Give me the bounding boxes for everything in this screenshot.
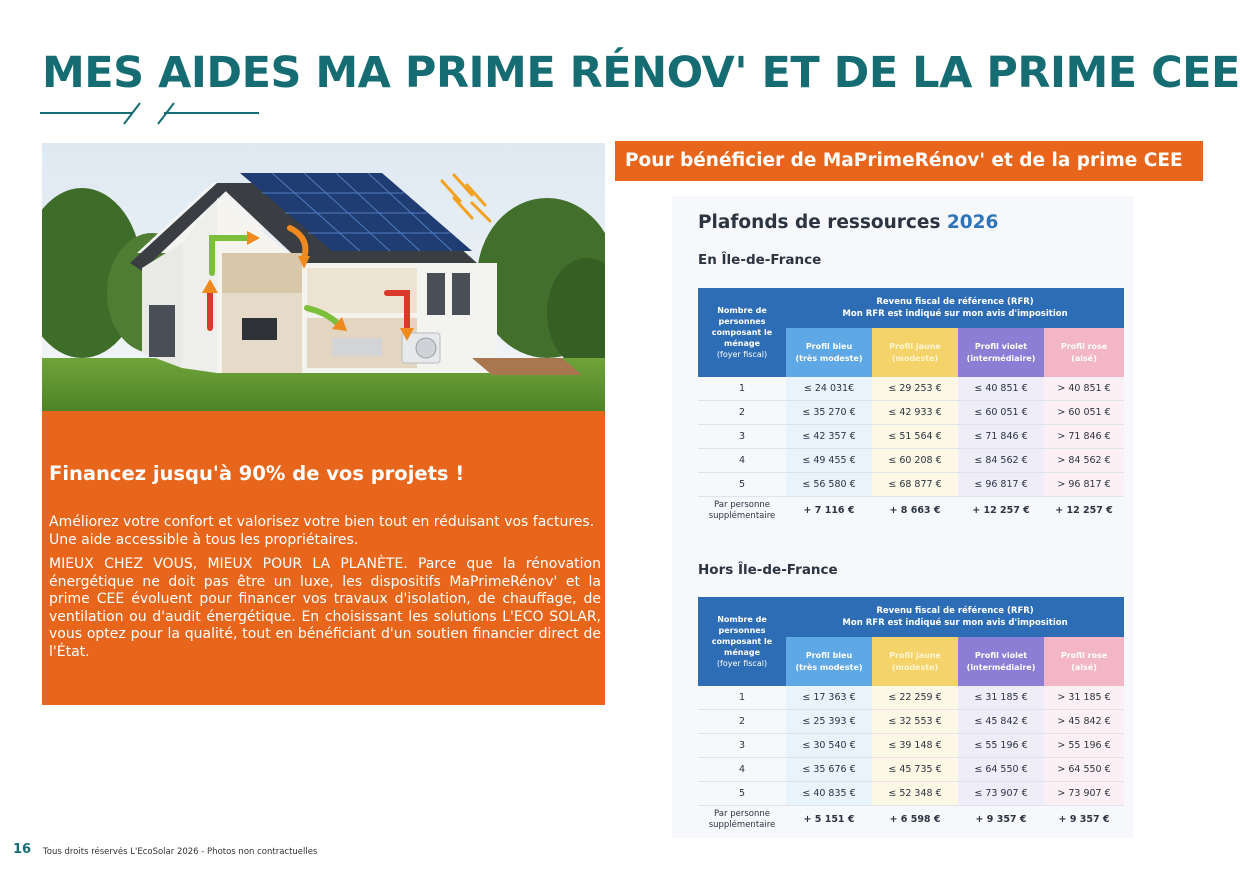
resources-year: 2026 bbox=[946, 212, 999, 233]
region-heading-idf: En Île-de-France bbox=[698, 252, 822, 268]
profile-header-jaune: Profil jaune (modeste) bbox=[872, 637, 958, 686]
resources-table-idf bbox=[698, 288, 1124, 524]
table-row: 4 ≤ 49 455 € ≤ 60 208 € ≤ 84 562 € > 84 562 € bbox=[698, 449, 1124, 473]
table-row: 2 ≤ 35 270 € ≤ 42 933 € ≤ 60 051 € > 60 051 € bbox=[698, 401, 1124, 425]
per-person-row: Par personne supplémentaire + 5 151 € + 6 598 € + 9 357 € + 9 357 € bbox=[708, 808, 1110, 830]
table-row: 5 ≤ 40 835 € ≤ 52 348 € ≤ 73 907 € > 73 907 € bbox=[698, 782, 1124, 806]
household-size-header: Nombre de personnes composant le ménage (foyer fiscal) bbox=[698, 288, 786, 377]
promo-heading: Financez jusqu'à 90% de vos projets ! bbox=[49, 462, 465, 485]
profile-header-rose: Profil rose (aisé) bbox=[1044, 328, 1124, 377]
table-row: 5 ≤ 56 580 € ≤ 68 877 € ≤ 96 817 € > 96 817 € bbox=[698, 473, 1124, 497]
table-row: 1 ≤ 17 363 € ≤ 22 259 € ≤ 31 185 € > 31 185 € bbox=[698, 686, 1124, 710]
footer-copyright: Tous droits réservés L'EcoSolar 2026 - Photos non contractuelles bbox=[43, 847, 318, 857]
household-size-header: Nombre de personnes composant le ménage (foyer fiscal) bbox=[698, 597, 786, 686]
table-row: 3 ≤ 42 357 € ≤ 51 564 € ≤ 71 846 € > 71 846 € bbox=[698, 425, 1124, 449]
house-cutaway-photo bbox=[42, 143, 605, 411]
page-number: 16 bbox=[13, 842, 32, 857]
page-title: MES AIDES MA PRIME RÉNOV' ET DE LA PRIME CEE bbox=[42, 48, 1240, 98]
promo-paragraph-2: MIEUX CHEZ VOUS, MIEUX POUR LA PLANÈTE. Parce que la rénovation énergétique ne doit pas être un luxe, les dispositifs MaPrimeRénov' et la prime CEE évoluent pour financer vos travaux d'isolation, de chauffage, de ventilation ou d'audit énergétique. En choisissant les solutions L'ECO SOLAR, vous optez pour la qualité, tout en bénéficiant d'un soutien financier direct de l'État. bbox=[49, 556, 601, 660]
promo-box bbox=[42, 411, 605, 705]
profile-header-violet: Profil violet (intermédiaire) bbox=[958, 637, 1044, 686]
resources-title bbox=[698, 212, 998, 233]
resources-table-hors-idf bbox=[698, 597, 1124, 833]
profile-header-jaune: Profil jaune (modeste) bbox=[872, 328, 958, 377]
table-row: 1 ≤ 24 031€ ≤ 29 253 € ≤ 40 851 € > 40 851 € bbox=[698, 377, 1124, 401]
rfr-header: Revenu fiscal de référence (RFR) Mon RFR est indiqué sur mon avis d'imposition bbox=[786, 288, 1124, 328]
profile-header-bleu: Profil bleu (très modeste) bbox=[786, 637, 872, 686]
eligibility-banner: Pour bénéficier de MaPrimeRénov' et de la prime CEE bbox=[615, 141, 1203, 181]
region-heading-hors-idf: Hors Île-de-France bbox=[698, 562, 838, 578]
profile-header-rose: Profil rose (aisé) bbox=[1044, 637, 1124, 686]
rfr-header: Revenu fiscal de référence (RFR) Mon RFR est indiqué sur mon avis d'imposition bbox=[786, 597, 1124, 637]
resources-title-text: Plafonds de ressources bbox=[698, 212, 941, 233]
table-row: 3 ≤ 30 540 € ≤ 39 148 € ≤ 55 196 € > 55 196 € bbox=[698, 734, 1124, 758]
table-row: 4 ≤ 35 676 € ≤ 45 735 € ≤ 64 550 € > 64 550 € bbox=[698, 758, 1124, 782]
profile-header-bleu: Profil bleu (très modeste) bbox=[786, 328, 872, 377]
per-person-row: Par personne supplémentaire + 7 116 € + 8 663 € + 12 257 € + 12 257 € bbox=[708, 499, 1113, 521]
promo-paragraph-1: Améliorez votre confort et valorisez votre bien tout en réduisant vos factures. Une aide accessible à tous les propriétaires. bbox=[49, 514, 595, 548]
profile-header-violet: Profil violet (intermédiaire) bbox=[958, 328, 1044, 377]
title-underline-decoration bbox=[40, 100, 265, 126]
table-row: 2 ≤ 25 393 € ≤ 32 553 € ≤ 45 842 € > 45 842 € bbox=[698, 710, 1124, 734]
